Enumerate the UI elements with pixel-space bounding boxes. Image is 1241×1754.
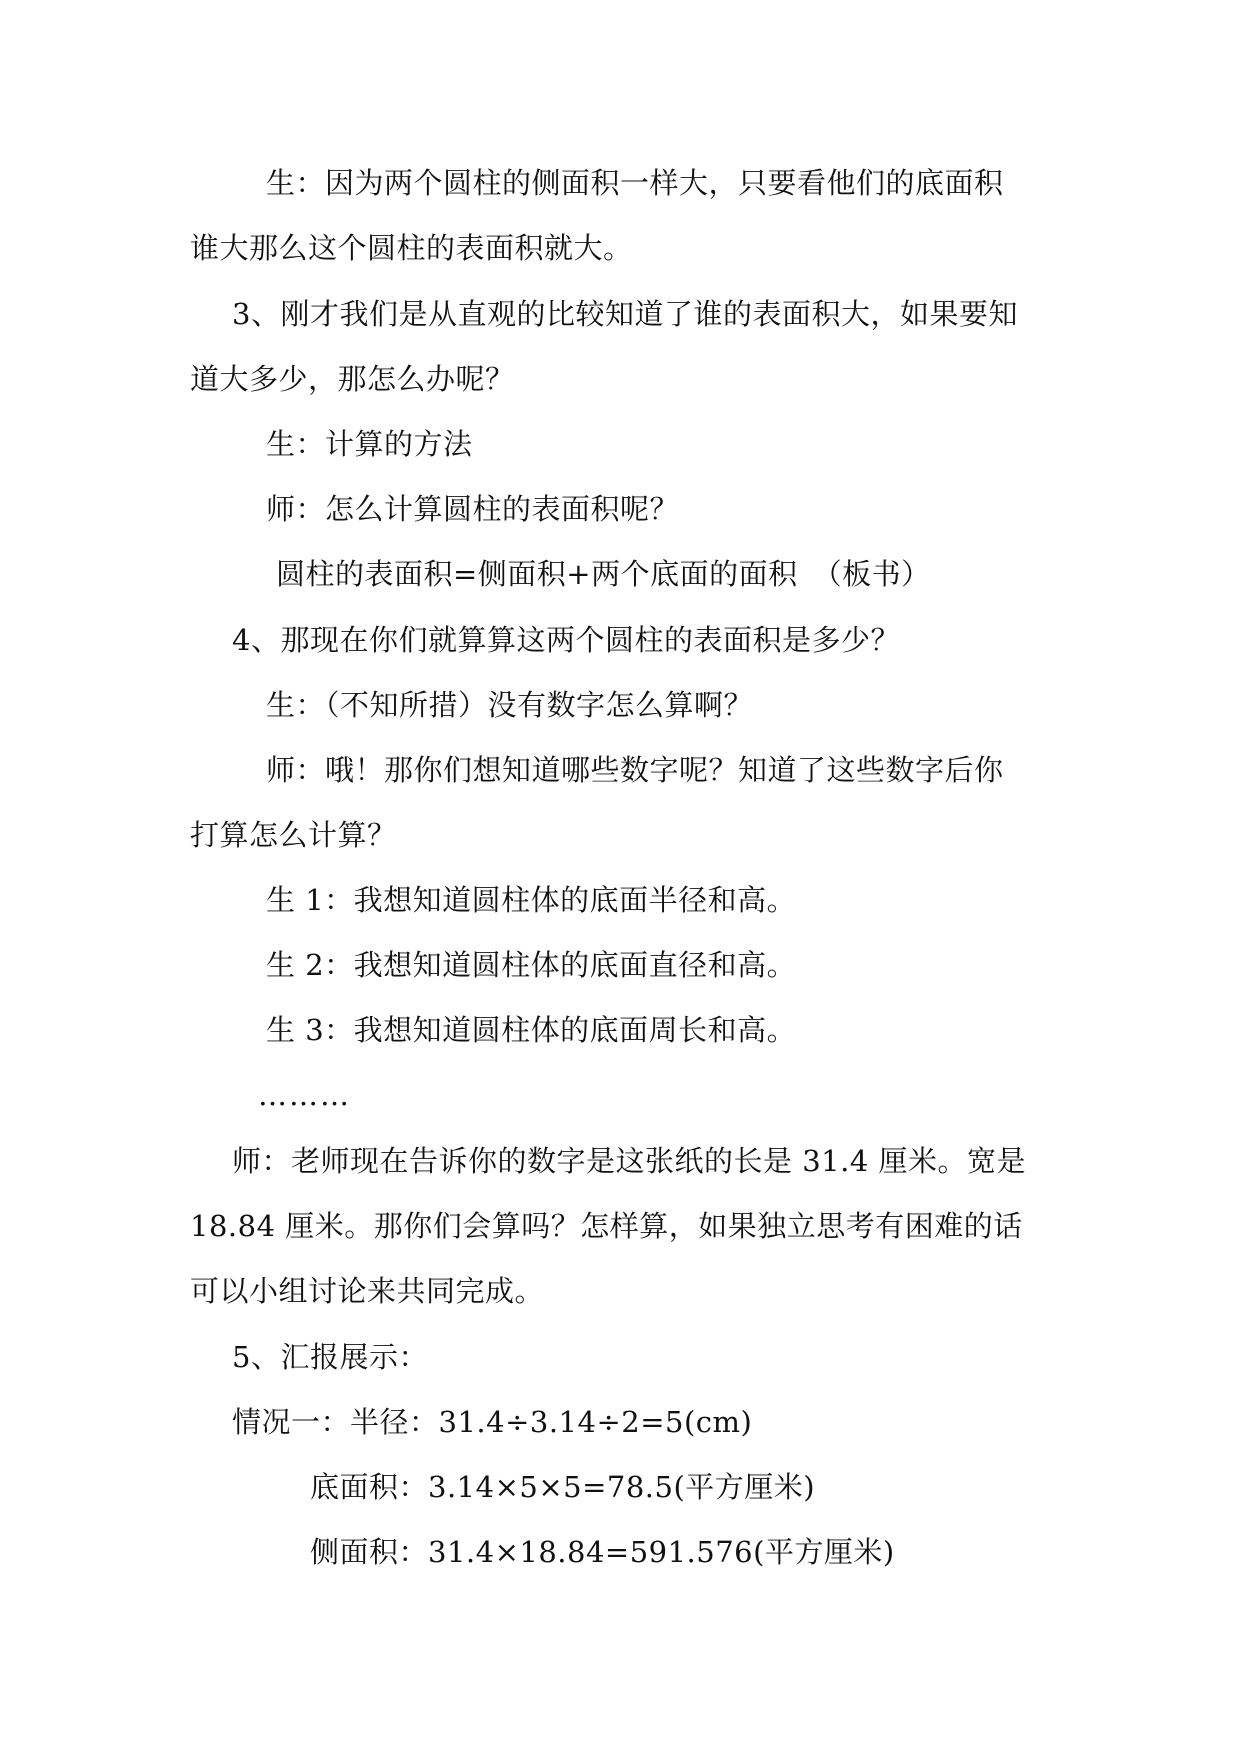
- formula-line: 圆柱的表面积=侧面积+两个底面的面积 （板书）: [276, 557, 931, 591]
- calculation-line: 情况一：半径：31.4÷3.14÷2=5(cm): [232, 1405, 753, 1439]
- paragraph-line: 谁大那么这个圆柱的表面积就大。: [190, 231, 633, 265]
- paragraph-line: 生：（不知所措）没有数字怎么算啊？: [266, 688, 754, 722]
- paragraph-line: 道大多少，那怎么办呢？: [190, 362, 515, 396]
- paragraph-line: 生：因为两个圆柱的侧面积一样大，只要看他们的底面积: [266, 166, 1004, 200]
- calculation-line: 侧面积：31.4×18.84=591.576(平方厘米): [310, 1535, 895, 1569]
- paragraph-line: 生：计算的方法: [266, 427, 473, 461]
- calculation-line: 底面积：3.14×5×5=78.5(平方厘米): [310, 1470, 816, 1504]
- paragraph-line: 生 1：我想知道圆柱体的底面半径和高。: [266, 883, 797, 917]
- paragraph-line: 生 3：我想知道圆柱体的底面周长和高。: [266, 1013, 797, 1047]
- paragraph-line: 打算怎么计算？: [190, 818, 397, 852]
- paragraph-line: 师：怎么计算圆柱的表面积呢？: [266, 492, 680, 526]
- paragraph-line: 18.84 厘米。那你们会算吗？怎样算，如果独立思考有困难的话: [190, 1209, 1023, 1243]
- paragraph-line: 可以小组讨论来共同完成。: [190, 1274, 545, 1308]
- paragraph-line: 3、刚才我们是从直观的比较知道了谁的表面积大，如果要知: [232, 297, 1018, 331]
- paragraph-line: 生 2：我想知道圆柱体的底面直径和高。: [266, 948, 797, 982]
- ellipsis-line: ………: [258, 1078, 351, 1112]
- paragraph-line: 4、那现在你们就算算这两个圆柱的表面积是多少？: [232, 623, 900, 657]
- paragraph-line: 5、汇报展示：: [232, 1340, 428, 1374]
- paragraph-line: 师：老师现在告诉你的数字是这张纸的长是 31.4 厘米。宽是: [232, 1144, 1027, 1178]
- paragraph-line: 师：哦！那你们想知道哪些数字呢？知道了这些数字后你: [266, 753, 1004, 787]
